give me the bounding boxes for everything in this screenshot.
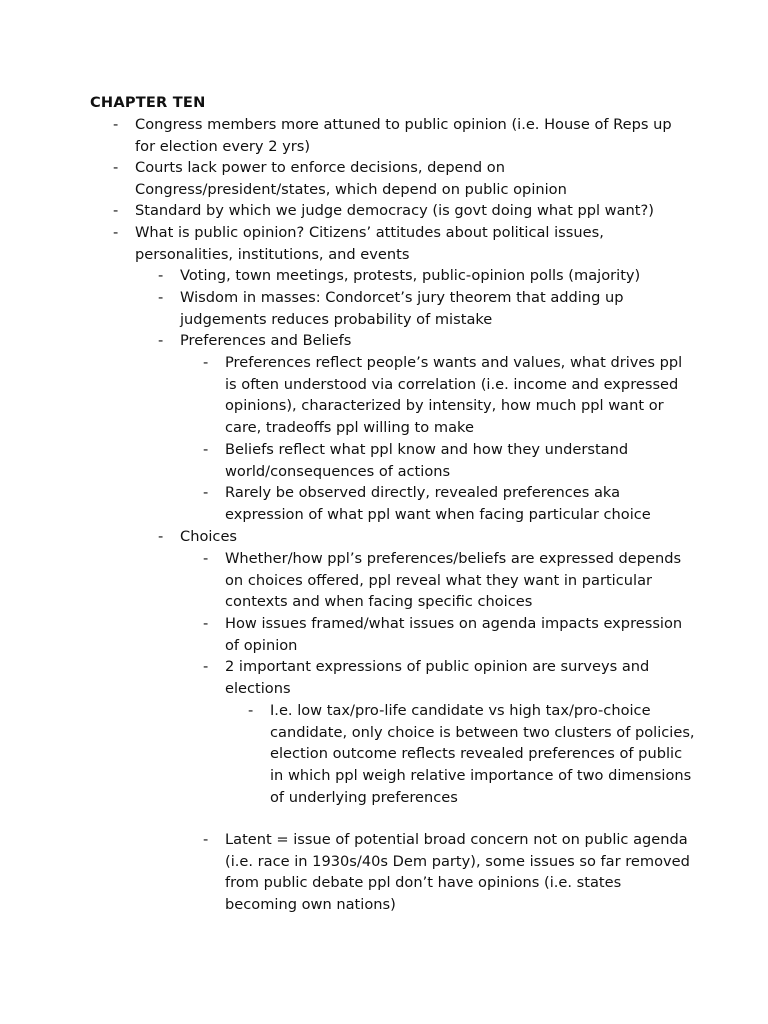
list-item-text: Congress members more attuned to public opinion (i.e. House of Reps up for election every 2 yrs) — [135, 116, 672, 155]
list-item — [113, 114, 695, 157]
list-item-text: I.e. low tax/pro-life candidate vs high tax/pro-choice candidate, only choice is between two clusters of policies, election outcome reflects revealed preferences of public in which ppl weigh relative importance of two dimensions of underlying preferences — [270, 702, 695, 806]
list-item — [203, 829, 695, 916]
list-item-text: Preferences reflect people’s wants and values, what drives ppl is often understood via correlation (i.e. income and expressed opinions), characterized by intensity, how much ppl want or care, tradeoffs ppl willing to make — [225, 354, 683, 437]
bullet-dash: - — [113, 224, 119, 241]
bullet-dash: - — [113, 202, 119, 219]
bullet-dash: - — [158, 267, 164, 284]
list-item-text: Standard by which we judge democracy (is govt doing what ppl want?) — [135, 202, 654, 219]
bullet-dash: - — [203, 441, 209, 458]
list-item-text: Choices — [180, 528, 238, 545]
list-item-text: 2 important expressions of public opinion are surveys and elections — [225, 658, 650, 697]
bullet-dash: - — [113, 116, 119, 133]
list-item — [158, 265, 695, 287]
bullet-dash: - — [113, 159, 119, 176]
list-item — [203, 548, 695, 613]
list-item-text: Voting, town meetings, protests, public-opinion polls (majority) — [180, 267, 641, 284]
bullet-dash: - — [158, 332, 164, 349]
bullet-dash: - — [158, 528, 164, 545]
list-item-text: Latent = issue of potential broad concern not on public agenda (i.e. race in 1930s/40s Dem party), some issues so far removed from public debate ppl don’t have opinions (i.e. states becoming own nations) — [225, 831, 690, 914]
list-item-text: Preferences and Beliefs — [180, 332, 352, 349]
list-item — [203, 352, 695, 439]
list-item — [113, 157, 695, 200]
list-item-text: How issues framed/what issues on agenda impacts expression of opinion — [225, 615, 683, 654]
list-item-text: Whether/how ppl’s preferences/beliefs are expressed depends on choices offered, ppl reveal what they want in particular contexts and when facing specific choices — [225, 550, 682, 611]
list-item — [203, 613, 695, 656]
list-item — [113, 222, 695, 265]
list-item-text: What is public opinion? Citizens’ attitudes about political issues, personalities, institutions, and events — [135, 224, 604, 263]
list-item — [158, 526, 695, 548]
list-item-text: Rarely be observed directly, revealed preferences aka expression of what ppl want when facing particular choice — [225, 484, 651, 523]
bullet-dash: - — [203, 354, 209, 371]
list-item — [203, 482, 695, 525]
bullet-dash: - — [203, 615, 209, 632]
bullet-dash: - — [203, 658, 209, 675]
bullet-dash: - — [248, 702, 254, 719]
bullet-dash: - — [203, 831, 209, 848]
list-item-text: Wisdom in masses: Condorcet’s jury theorem that adding up judgements reduces probability of mistake — [180, 289, 624, 328]
list-item-text: Courts lack power to enforce decisions, depend on Congress/president/states, which depend on public opinion — [135, 159, 567, 198]
bullet-dash: - — [203, 484, 209, 501]
list-item — [158, 330, 695, 352]
bullet-dash: - — [158, 289, 164, 306]
list-item — [113, 200, 695, 222]
bullet-dash: - — [203, 550, 209, 567]
chapter-heading: CHAPTER TEN — [90, 94, 206, 111]
list-item — [203, 656, 695, 699]
list-item — [158, 287, 695, 330]
list-item-text: Beliefs reflect what ppl know and how they understand world/consequences of actions — [225, 441, 629, 480]
list-item — [248, 700, 695, 809]
list-item — [203, 439, 695, 482]
